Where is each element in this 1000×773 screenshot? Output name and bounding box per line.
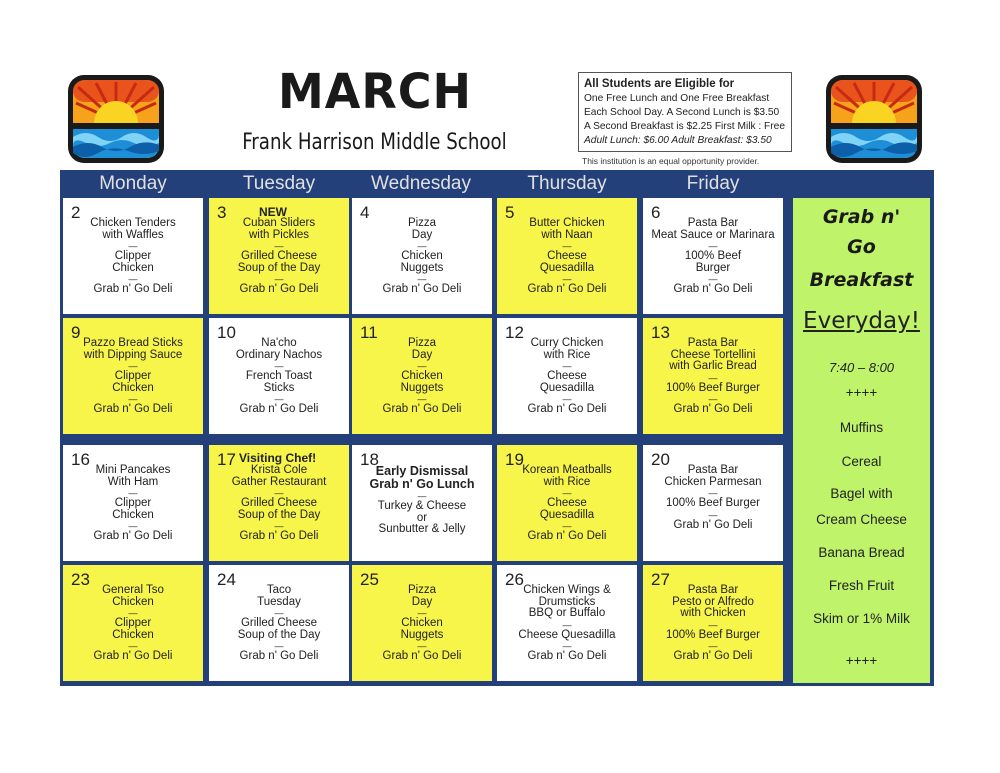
day-number: 16 <box>71 450 90 469</box>
day-header-tuesday: Tuesday <box>242 173 316 194</box>
entree-line: Gather Restaurant <box>231 475 327 488</box>
entree-line: with Garlic Bread <box>669 360 757 372</box>
entree-line: Chicken <box>112 381 154 394</box>
entree-line: Quesadilla <box>539 508 595 521</box>
day-cell <box>352 198 492 314</box>
day-number: 9 <box>71 323 81 342</box>
entree-line: Soup of the Day <box>237 628 321 641</box>
day-cell <box>352 565 492 681</box>
divider: — <box>708 394 718 404</box>
adult-prices: Adult Lunch: $6.00 Adult Breakfast: $3.50 <box>584 135 772 146</box>
entree-line: Clipper <box>114 497 152 509</box>
entree-line: with Pickles <box>248 228 310 241</box>
entree-line: Clipper <box>114 617 152 629</box>
day-number: 10 <box>217 323 236 342</box>
deli-line: Grab n' Go Deli <box>239 650 319 662</box>
entree-line: with Rice <box>543 348 591 361</box>
entree-line: Chicken <box>401 617 443 629</box>
entree-line: Taco <box>266 584 292 596</box>
breakfast-item: Cream Cheese <box>816 512 907 527</box>
entree-line: Na'cho <box>261 337 297 349</box>
entree-line: Chicken Tenders <box>90 217 176 229</box>
day-number: 23 <box>71 570 90 589</box>
divider: — <box>708 274 718 284</box>
day-header-wednesday: Wednesday <box>371 173 471 194</box>
eligibility-line: Each School Day. A Second Lunch is $3.50 <box>584 107 780 118</box>
divider: — <box>417 491 427 501</box>
entree-line: Soup of the Day <box>237 261 321 274</box>
entree-line: 100% Beef Burger <box>666 497 760 509</box>
divider: — <box>274 241 284 251</box>
day-header-thursday: Thursday <box>527 173 607 194</box>
early-dismissal-line: Grab n' Go Lunch <box>369 477 475 491</box>
divider: — <box>128 241 138 251</box>
equal-opportunity-note: This institution is an equal opportunity provider. <box>582 156 760 166</box>
entree-line: Pizza <box>407 337 437 349</box>
entree-line: with Dipping Sauce <box>83 348 183 361</box>
deli-line: Grab n' Go Deli <box>239 283 319 295</box>
day-number: 27 <box>651 570 670 589</box>
early-dismissal-line: Early Dismissal <box>375 464 469 478</box>
divider: — <box>708 641 718 651</box>
deli-line: Grab n' Go Deli <box>527 403 607 415</box>
day-cell <box>497 445 637 561</box>
day-cell <box>209 318 349 434</box>
entree-line: 100% Beef Burger <box>666 381 760 394</box>
divider: — <box>128 488 138 498</box>
day-number: 25 <box>360 570 379 589</box>
sunset-logo-right <box>824 73 924 165</box>
entree-line: Tuesday <box>257 595 301 608</box>
divider: — <box>708 619 718 630</box>
entree-line: Nuggets <box>400 628 444 641</box>
divider: — <box>562 641 572 651</box>
divider: — <box>562 241 572 251</box>
breakfast-time: 7:40 – 8:00 <box>828 360 895 375</box>
divider: — <box>562 274 572 284</box>
entree-line: Cheese Tortellini <box>670 348 756 361</box>
deli-line: Grab n' Go Deli <box>239 403 319 415</box>
divider: — <box>417 274 427 284</box>
entree-line: Grilled Cheese <box>240 617 318 629</box>
page-title: MARCH <box>277 62 473 120</box>
divider: — <box>274 641 284 651</box>
entree-line: Ordinary Nachos <box>235 348 323 361</box>
divider: — <box>274 521 284 531</box>
day-number: 18 <box>360 450 379 469</box>
deli-line: Grab n' Go Deli <box>527 283 607 295</box>
entree-line: or <box>416 511 428 524</box>
day-cell <box>643 198 783 314</box>
entree-line: Quesadilla <box>539 261 595 274</box>
entree-line: with Rice <box>543 475 591 488</box>
school-name: Frank Harrison Middle School <box>242 130 507 155</box>
entree-line: Pasta Bar <box>687 337 739 349</box>
deli-line: Grab n' Go Deli <box>382 403 462 415</box>
breakfast-item: Skim or 1% Milk <box>813 611 910 626</box>
breakfast-panel <box>793 198 930 683</box>
entree-line: Pasta Bar <box>687 584 739 596</box>
deli-line: Grab n' Go Deli <box>93 283 173 295</box>
entree-line: Sticks <box>263 381 295 394</box>
entree-line: Chicken <box>112 628 154 641</box>
divider: — <box>274 274 284 284</box>
divider: — <box>274 488 284 498</box>
day-number: 11 <box>360 323 378 342</box>
divider: — <box>708 372 718 383</box>
deli-line: Grab n' Go Deli <box>673 518 753 531</box>
entree-line: Cuban Sliders <box>242 217 316 229</box>
sunset-logo-left <box>66 73 166 165</box>
day-cell <box>643 318 783 434</box>
day-number: 20 <box>651 450 670 469</box>
divider: — <box>562 521 572 531</box>
divider: — <box>562 394 572 404</box>
entree-line: Clipper <box>114 250 152 262</box>
entree-line: Cheese <box>547 370 587 382</box>
eligibility-box <box>578 72 792 152</box>
divider: — <box>274 608 284 618</box>
entree-line: Drumsticks <box>538 595 596 608</box>
entree-line: BBQ or Buffalo <box>528 607 606 619</box>
day-cell <box>209 198 349 314</box>
divider: — <box>417 608 427 618</box>
entree-line: Cheese <box>547 497 587 509</box>
divider: — <box>417 241 427 251</box>
breakfast-title: Breakfast <box>809 269 914 291</box>
day-number: 2 <box>71 203 81 222</box>
entree-line: Pasta Bar <box>687 217 739 229</box>
entree-line: Day <box>411 228 433 241</box>
divider: — <box>708 241 718 251</box>
divider: — <box>417 361 427 371</box>
entree-line: French Toast <box>245 370 313 382</box>
breakfast-item: Muffins <box>839 420 884 435</box>
divider: — <box>128 641 138 651</box>
visiting-chef-tag: Visiting Chef! <box>239 451 317 465</box>
entree-line: Pesto or Alfredo <box>672 595 754 608</box>
day-number: 4 <box>360 203 370 222</box>
breakfast-item: Cereal <box>841 454 882 469</box>
day-cell <box>209 565 349 681</box>
entree-line: With Ham <box>107 475 159 488</box>
eligibility-line: One Free Lunch and One Free Breakfast <box>584 93 770 104</box>
entree-line: Chicken <box>112 508 154 521</box>
day-cell <box>497 318 637 434</box>
entree-line: General Tso <box>102 584 164 596</box>
divider: — <box>417 641 427 651</box>
day-cell <box>643 565 783 681</box>
entree-line: 100% Beef <box>684 250 742 262</box>
entree-line: Sunbutter & Jelly <box>378 523 466 535</box>
day-number: 5 <box>505 203 515 222</box>
divider: — <box>128 521 138 531</box>
entree-line: with Waffles <box>102 228 164 241</box>
day-cell <box>497 565 637 681</box>
deli-line: Grab n' Go Deli <box>382 650 462 662</box>
day-cell <box>63 198 203 314</box>
entree-line: Chicken Parmesan <box>664 475 762 488</box>
divider: — <box>562 361 572 371</box>
day-cell <box>63 565 203 681</box>
entree-line: Nuggets <box>400 381 444 394</box>
entree-line: Pizza <box>407 217 437 229</box>
day-header-friday: Friday <box>686 173 740 194</box>
entree-line: Quesadilla <box>539 381 595 394</box>
plus-divider: ++++ <box>845 385 878 400</box>
menu-calendar <box>60 170 934 686</box>
entree-line: Grilled Cheese <box>240 497 318 509</box>
plus-divider: ++++ <box>845 653 878 668</box>
deli-line: Grab n' Go Deli <box>673 650 753 662</box>
divider: — <box>274 394 284 404</box>
entree-line: Meat Sauce or Marinara <box>651 228 775 241</box>
entree-line: Chicken <box>401 250 443 262</box>
entree-line: Day <box>411 348 433 361</box>
entree-line: Krista Cole <box>250 464 308 476</box>
divider: — <box>128 608 138 618</box>
day-number: 13 <box>651 323 670 342</box>
entree-line: with Chicken <box>680 607 746 619</box>
entree-line: Nuggets <box>400 261 444 274</box>
entree-line: Turkey & Cheese <box>377 500 467 512</box>
entree-line: Chicken <box>401 370 443 382</box>
divider: — <box>417 394 427 404</box>
day-cell <box>643 445 783 561</box>
new-tag: NEW <box>259 205 287 219</box>
entree-line: Korean Meatballs <box>522 464 612 476</box>
eligibility-heading: All Students are Eligible for <box>584 78 735 90</box>
deli-line: Grab n' Go Deli <box>527 650 607 662</box>
deli-line: Grab n' Go Deli <box>93 403 173 415</box>
day-number: 24 <box>217 570 236 589</box>
entree-line: Curry Chicken <box>530 337 604 349</box>
deli-line: Grab n' Go Deli <box>93 650 173 662</box>
day-cell <box>209 445 349 561</box>
divider: — <box>708 509 718 520</box>
entree-line: Pazzo Bread Sticks <box>83 337 183 349</box>
divider: — <box>128 361 138 371</box>
divider: — <box>562 619 572 630</box>
breakfast-item: Bagel with <box>830 486 893 501</box>
divider: — <box>708 488 718 498</box>
entree-line: Chicken <box>112 261 154 274</box>
divider: — <box>274 361 284 371</box>
day-number: 26 <box>505 570 524 589</box>
entree-line: Clipper <box>114 370 152 382</box>
day-cell <box>352 318 492 434</box>
deli-line: Grab n' Go Deli <box>673 283 753 295</box>
day-number: 17 <box>217 450 236 469</box>
entree-line: Pasta Bar <box>687 464 739 476</box>
entree-line: Grilled Cheese <box>240 250 318 262</box>
entree-line: Day <box>411 595 433 608</box>
deli-line: Grab n' Go Deli <box>93 530 173 542</box>
day-cell <box>63 445 203 561</box>
deli-line: Grab n' Go Deli <box>673 403 753 415</box>
day-number: 19 <box>505 450 524 469</box>
eligibility-line: A Second Breakfast is $2.25 First Milk : Free <box>584 121 785 132</box>
divider: — <box>128 394 138 404</box>
entree-line: Chicken <box>112 595 154 608</box>
divider: — <box>128 274 138 284</box>
day-number: 3 <box>217 203 227 222</box>
entree-line: Cheese <box>547 250 587 262</box>
deli-line: Grab n' Go Deli <box>382 283 462 295</box>
entree-line: Chicken Wings & <box>523 584 611 596</box>
breakfast-item: Banana Bread <box>818 545 905 560</box>
entree-line: Butter Chicken <box>529 217 605 229</box>
entree-line: Mini Pancakes <box>95 464 171 476</box>
entree-line: 100% Beef Burger <box>666 628 760 641</box>
entree-line: Pizza <box>407 584 437 596</box>
day-cell <box>352 445 492 561</box>
everyday-label: Everyday! <box>803 308 920 334</box>
day-number: 6 <box>651 203 661 222</box>
day-cell <box>497 198 637 314</box>
divider: — <box>562 488 572 498</box>
breakfast-item: Fresh Fruit <box>828 578 895 593</box>
entree-line: with Naan <box>541 228 593 241</box>
entree-line: Cheese Quesadilla <box>518 628 616 641</box>
deli-line: Grab n' Go Deli <box>239 530 319 542</box>
day-header-monday: Monday <box>99 173 167 194</box>
entree-line: Burger <box>695 261 731 274</box>
day-cell <box>63 318 203 434</box>
breakfast-title: Go <box>847 236 876 258</box>
day-number: 12 <box>505 323 524 342</box>
breakfast-title: Grab n' <box>822 206 901 228</box>
entree-line: Soup of the Day <box>237 508 321 521</box>
deli-line: Grab n' Go Deli <box>527 530 607 542</box>
